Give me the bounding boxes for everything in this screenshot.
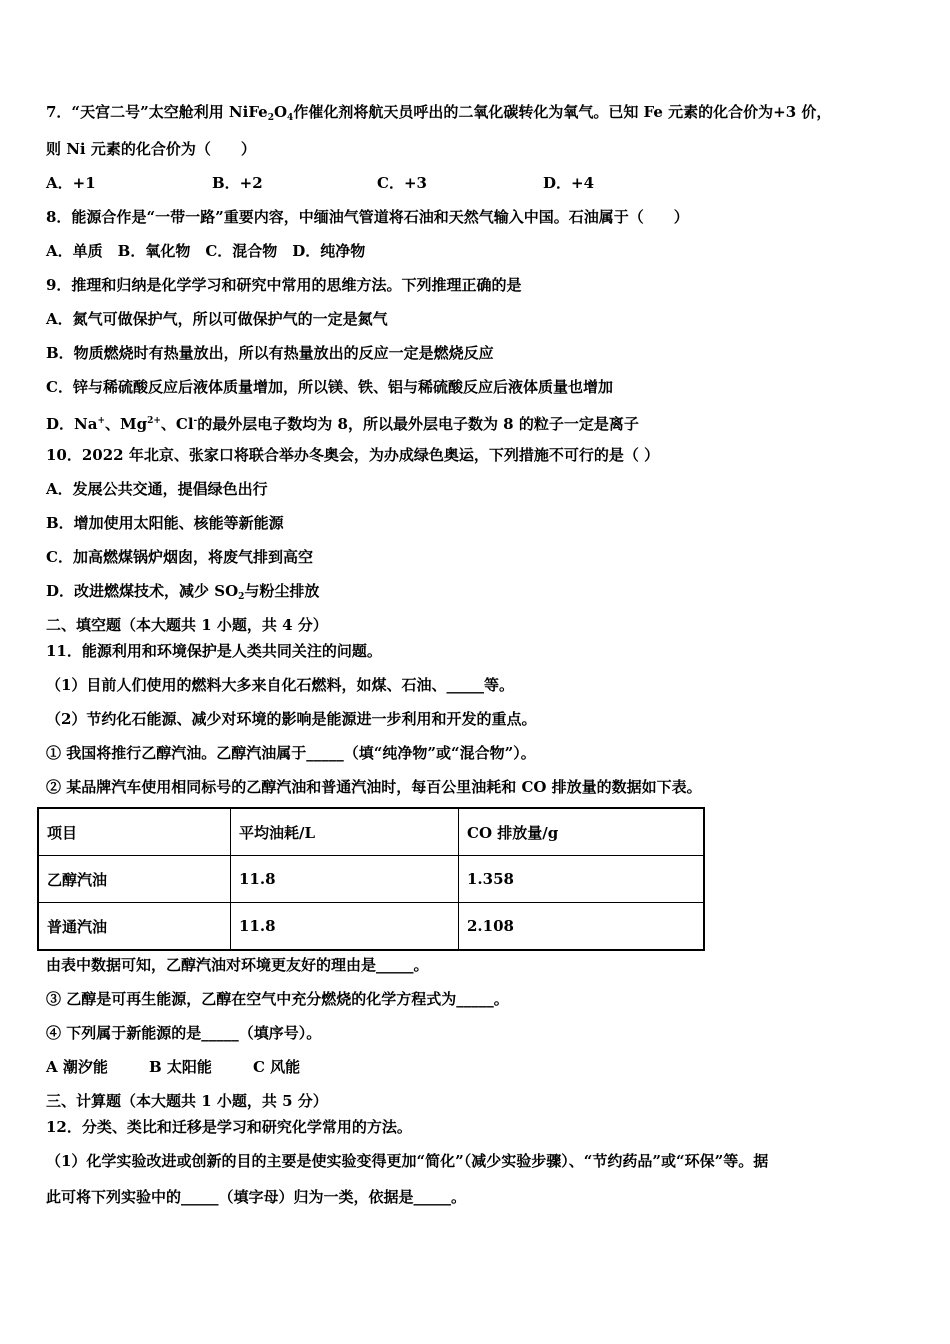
- q11-sub-2: ② 某品牌汽车使用相同标号的乙醇汽油和普通汽油时，每百公里油耗和 CO 排放量的数据如下表。: [46, 778, 702, 796]
- q11-sub-1: ① 我国将推行乙醇汽油。乙醇汽油属于_____（填“纯净物”或“混合物”）。: [46, 744, 536, 762]
- q7-stem-line1: [46, 102, 831, 128]
- q9-d-mid1: 、Mg: [105, 415, 148, 433]
- q7-option-c: C．+3: [377, 174, 427, 192]
- table-header-cell: 平均油耗/L: [231, 808, 459, 856]
- q9-d-prefix: D．Na: [46, 415, 98, 433]
- q7-options: [46, 173, 646, 193]
- q10-option-c: C．加高燃煤锅炉烟囱，将废气排到高空: [46, 548, 313, 566]
- fuel-data-table: [37, 807, 705, 951]
- q9-option-a: A．氮气可做保护气，所以可做保护气的一定是氮气: [46, 310, 388, 328]
- q7-subscript-2: 2: [267, 113, 274, 123]
- q7-option-b: B．+2: [212, 174, 263, 192]
- q11-option-b: B 太阳能: [149, 1058, 212, 1076]
- table-header-row: [38, 808, 704, 856]
- table-row: [38, 856, 704, 903]
- q9-d-sup1: +: [97, 416, 105, 426]
- q10-d-rest: 与粉尘排放: [244, 582, 320, 600]
- section-3-heading: 三、计算题（本大题共 1 小题，共 5 分）: [46, 1092, 328, 1110]
- q8-options: A．单质 B．氧化物 C．混合物 D．纯净物: [46, 242, 366, 260]
- q11-option-c: C 风能: [253, 1058, 301, 1076]
- q11-sub-3: ③ 乙醇是可再生能源，乙醇在空气中充分燃烧的化学方程式为_____。: [46, 990, 509, 1008]
- q9-d-mid2: 、Cl: [160, 415, 194, 433]
- q9-stem: 9．推理和归纳是化学学习和研究中常用的思维方法。下列推理正确的是: [46, 276, 522, 294]
- table-row: [38, 903, 704, 951]
- table-header-cell: CO 排放量/g: [459, 808, 705, 856]
- q10-option-a: A．发展公共交通，提倡绿色出行: [46, 480, 268, 498]
- table-cell: 乙醇汽油: [38, 856, 231, 903]
- section-2-heading: 二、填空题（本大题共 1 小题，共 4 分）: [46, 616, 328, 634]
- q7-subscript-4: 4: [287, 113, 294, 123]
- table-cell: 1.358: [459, 856, 705, 903]
- q10-d-prefix: D．改进燃煤技术，减少 SO: [46, 582, 239, 600]
- q11-part-2: （2）节约化石能源、减少对环境的影响是能源进一步利用和开发的重点。: [46, 710, 537, 728]
- q9-option-d: [46, 411, 639, 434]
- q11-after-table: 由表中数据可知，乙醇汽油对环境更友好的理由是_____。: [46, 956, 429, 974]
- q7-option-a: A．+1: [46, 174, 96, 192]
- q8-stem: 8．能源合作是“一带一路”重要内容，中缅油气管道将石油和天然气输入中国。石油属于（ ）: [46, 208, 689, 226]
- q9-d-sup2: 2+: [147, 416, 161, 426]
- q11-sub-4: ④ 下列属于新能源的是_____（填序号）。: [46, 1024, 322, 1042]
- q12-part-1-line1: （1）化学实验改进或创新的目的主要是使实验变得更加“简化”（减少实验步骤）、“节约药品”或“环保”等。据: [46, 1152, 769, 1170]
- q9-d-sup3: -: [193, 416, 198, 426]
- q11-part-1: （1）目前人们使用的燃料大多来自化石燃料，如煤、石油、_____等。: [46, 676, 514, 694]
- q12-stem: 12．分类、类比和迁移是学习和研究化学常用的方法。: [46, 1118, 412, 1136]
- q10-d-sub: 2: [238, 592, 245, 602]
- q10-option-d: [46, 581, 319, 607]
- q7-text-b: O: [273, 103, 288, 121]
- q7-option-d: D．+4: [543, 174, 595, 192]
- q11-stem: 11．能源利用和环境保护是人类共同关注的问题。: [46, 642, 382, 660]
- table-header-cell: 项目: [38, 808, 231, 856]
- table-cell: 11.8: [231, 856, 459, 903]
- q9-d-rest: 的最外层电子数均为 8，所以最外层电子数为 8 的粒子一定是离子: [197, 415, 639, 433]
- table-cell: 11.8: [231, 903, 459, 951]
- q9-option-b: B．物质燃烧时有热量放出，所以有热量放出的反应一定是燃烧反应: [46, 344, 494, 362]
- q7-text-c: 作催化剂将航天员呼出的二氧化碳转化为氧气。已知 Fe 元素的化合价为+3 价，: [293, 103, 832, 121]
- q12-part-1-line2: 此可将下列实验中的_____（填字母）归为一类，依据是_____。: [46, 1188, 467, 1206]
- q7-stem-line2: 则 Ni 元素的化合价为（ ）: [46, 140, 256, 158]
- q9-option-c: C．锌与稀硫酸反应后液体质量增加，所以镁、铁、铝与稀硫酸反应后液体质量也增加: [46, 378, 613, 396]
- table-cell: 2.108: [459, 903, 705, 951]
- q11-option-a: A 潮汐能: [46, 1058, 108, 1076]
- q10-option-b: B．增加使用太阳能、核能等新能源: [46, 514, 284, 532]
- q7-text-a: 7．“天宫二号”太空舱利用 NiFe: [46, 103, 268, 121]
- q10-stem: 10．2022 年北京、张家口将联合举办冬奥会，为办成绿色奥运，下列措施不可行的是（ ）: [46, 446, 660, 464]
- table-cell: 普通汽油: [38, 903, 231, 951]
- q11-energy-options: [46, 1057, 646, 1077]
